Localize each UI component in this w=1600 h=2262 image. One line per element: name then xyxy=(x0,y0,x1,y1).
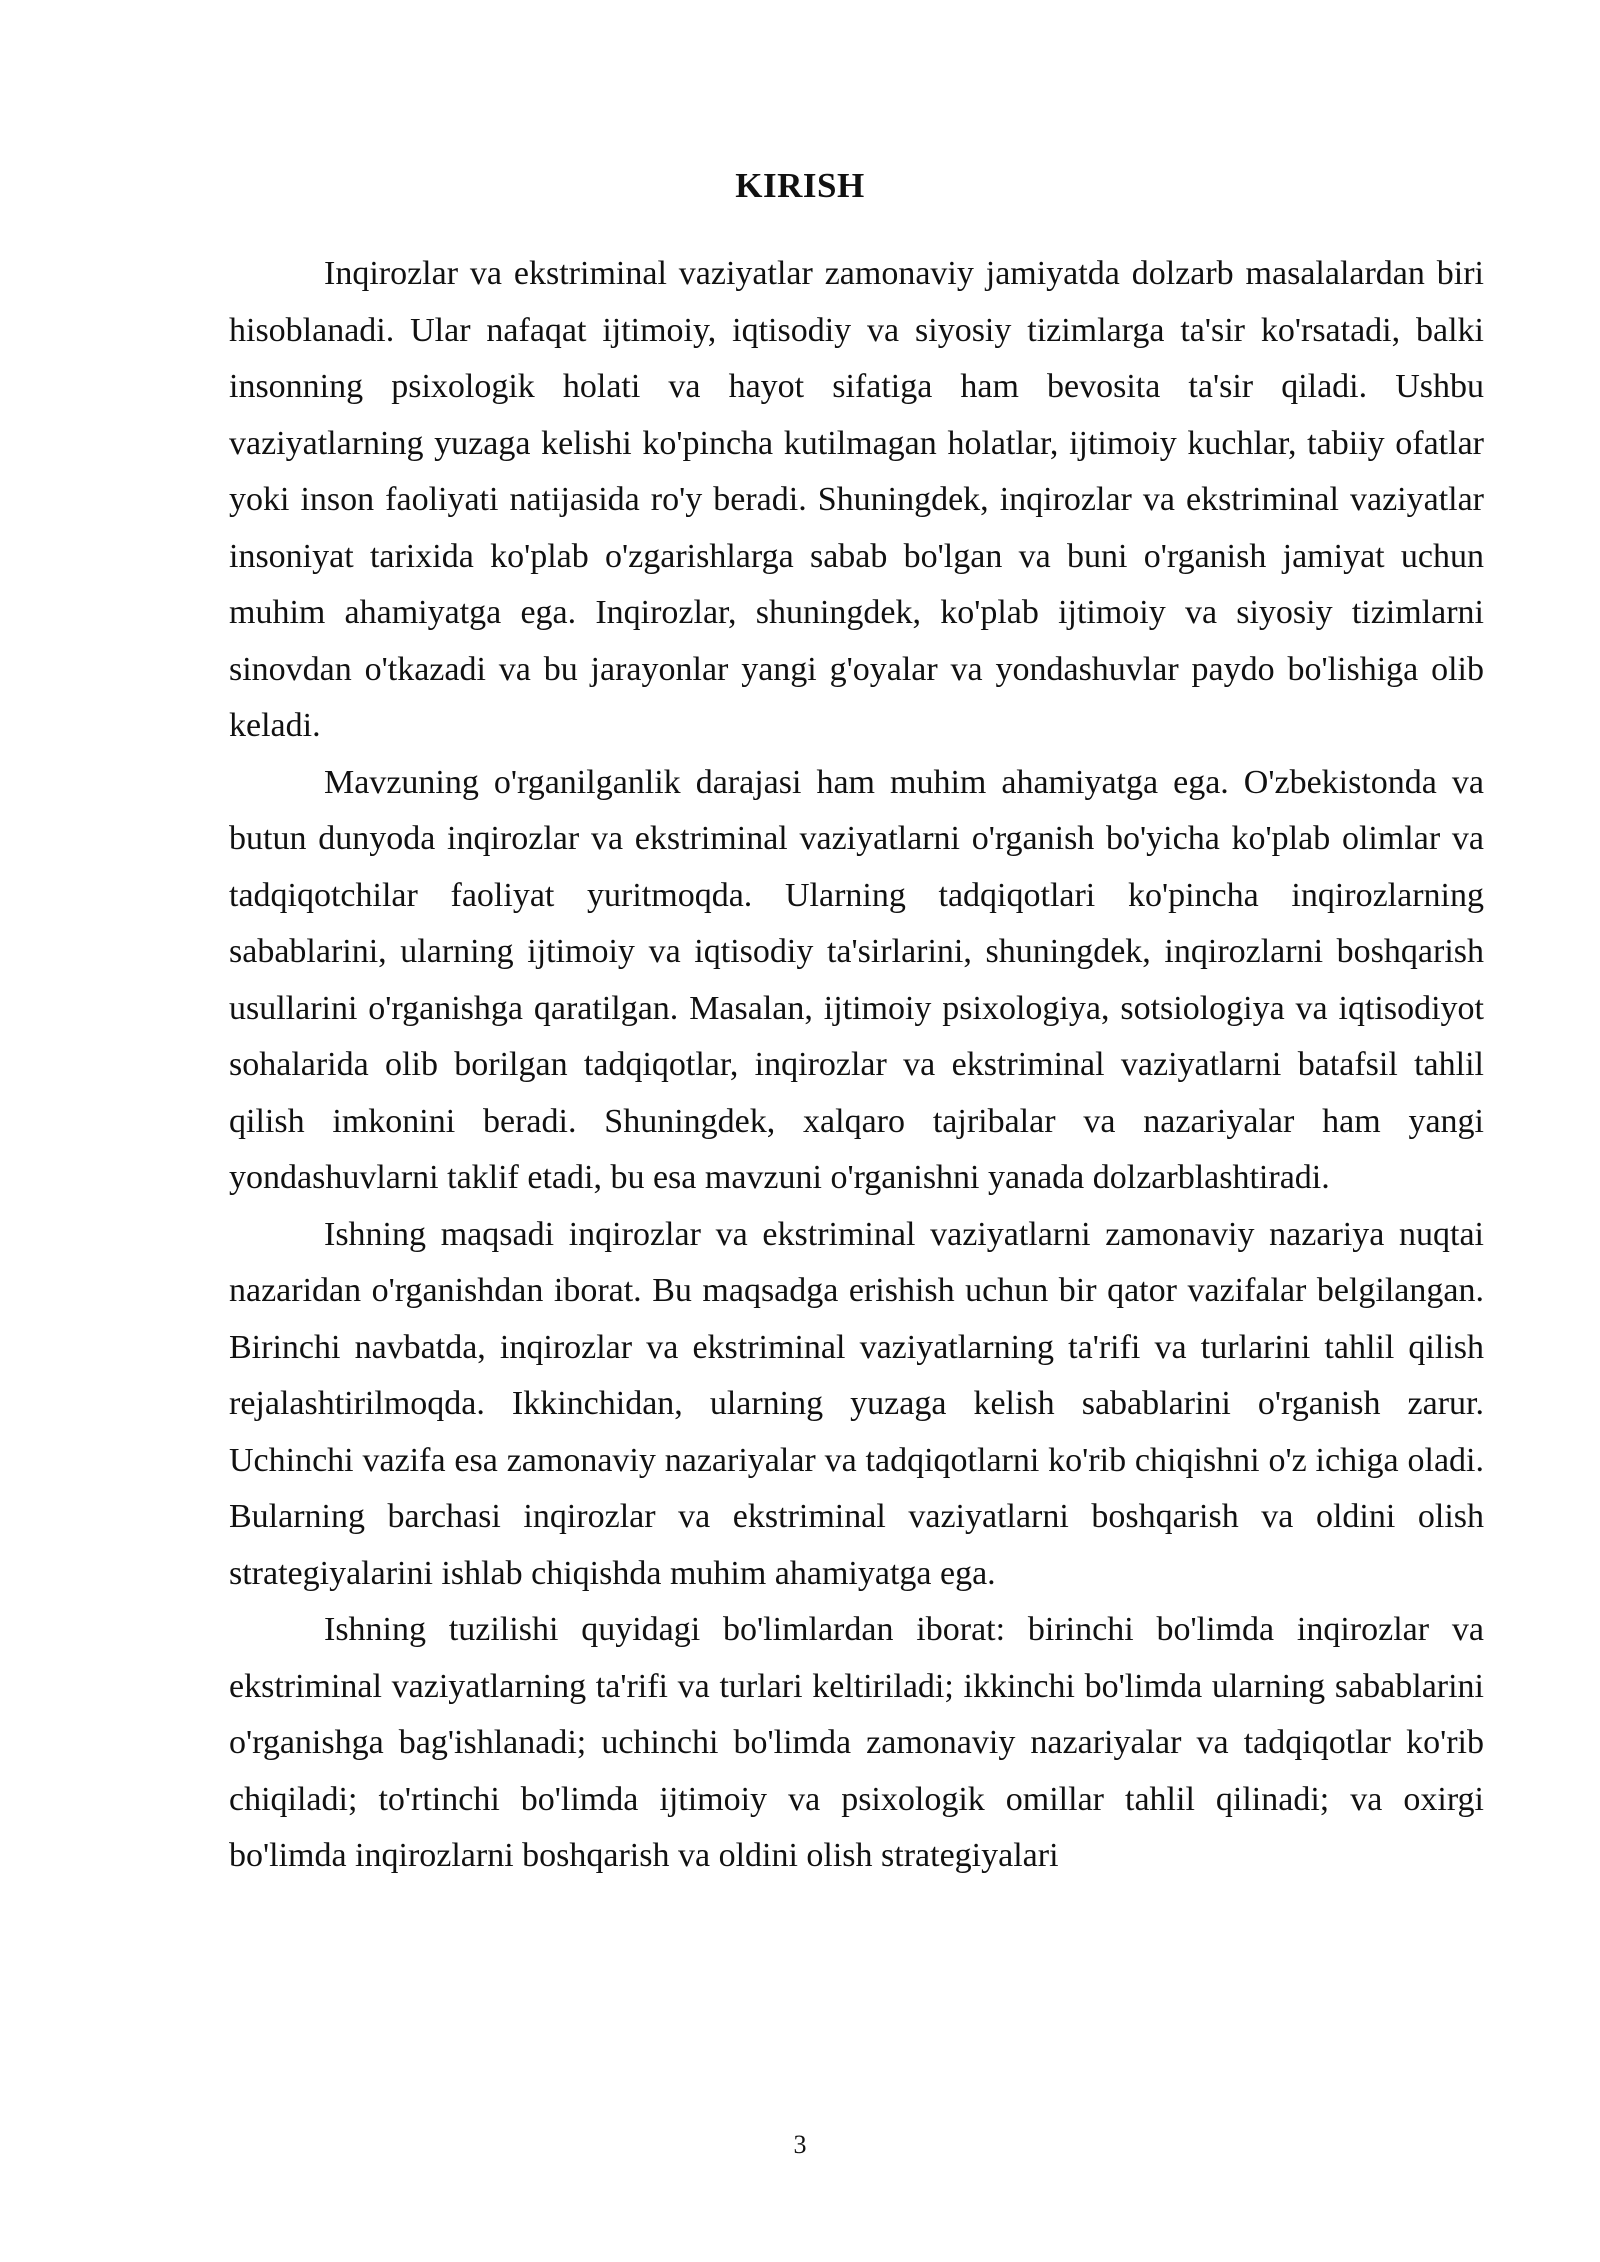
paragraph-introduction: Inqirozlar va ekstriminal vaziyatlar zamonaviy jamiyatda dolzarb masalalardan biri hisoblanadi. Ular nafaqat ijtimoiy, iqtisodiy va siyosiy tizimlarga ta'sir ko'rsatadi, balki insonning psixologik holati va hayot sifatiga ham bevosita ta'sir qiladi. Ushbu vaziyatlarning yuzaga kelishi ko'pincha kutilmagan holatlar, ijtimoiy kuchlar, tabiiy ofatlar yoki inson faoliyati natijasida ro'y beradi. Shuningdek, inqirozlar va ekstriminal vaziyatlar insoniyat tarixida ko'plab o'zgarishlarga sabab bo'lgan va buni o'rganish jamiyat uchun muhim ahamiyatga ega. Inqirozlar, shuningdek, ko'plab ijtimoiy va siyosiy tizimlarni sinovdan o'tkazadi va bu jarayonlar yangi g'oyalar va yondashuvlar paydo bo'lishiga olib keladi. xyxy=(229,255,1484,744)
document-body xyxy=(229,246,1484,1885)
paragraph-structure: Ishning tuzilishi quyidagi bo'limlardan iborat: birinchi bo'limda inqirozlar va ekstriminal vaziyatlarning ta'rifi va turlari keltiriladi; ikkinchi bo'limda ularning sabablarini o'rganishga bag'ishlanadi; uchinchi bo'limda zamonaviy nazariyalar va tadqiqotlar ko'rib chiqiladi; to'rtinchi bo'limda ijtimoiy va psixologik omillar tahlil qilinadi; va oxirgi bo'limda inqirozlarni boshqarish va oldini olish strategiyalari xyxy=(229,1611,1484,1874)
page-title: KIRISH xyxy=(735,166,865,205)
paragraph-goal: Ishning maqsadi inqirozlar va ekstriminal vaziyatlarni zamonaviy nazariya nuqtai nazaridan o'rganishdan iborat. Bu maqsadga erishish uchun bir qator vazifalar belgilangan. Birinchi navbatda, inqirozlar va ekstriminal vaziyatlarning ta'rifi va turlarini tahlil qilish rejalashtirilmoqda. Ikkinchidan, ularning yuzaga kelish sabablarini o'rganish zarur. Uchinchi vazifa esa zamonaviy nazariyalar va tadqiqotlarni ko'rib chiqishni o'z ichiga oladi. Bularning barchasi inqirozlar va ekstriminal vaziyatlarni boshqarish va oldini olish strategiyalarini ishlab chiqishda muhim ahamiyatga ega. xyxy=(229,1215,1484,1592)
paragraph-study-level: Mavzuning o'rganilganlik darajasi ham muhim ahamiyatga ega. O'zbekistonda va butun dunyoda inqirozlar va ekstriminal vaziyatlarni o'rganish bo'yicha ko'plab olimlar va tadqiqotchilar faoliyat yuritmoqda. Ularning tadqiqotlari ko'pincha inqirozlarning sabablarini, ularning ijtimoiy va iqtisodiy ta'sirlarini, shuningdek, inqirozlarni boshqarish usullarini o'rganishga qaratilgan. Masalan, ijtimoiy psixologiya, sotsiologiya va iqtisodiyot sohalarida olib borilgan tadqiqotlar, inqirozlar va ekstriminal vaziyatlarni batafsil tahlil qilish imkonini beradi. Shuningdek, xalqaro tajribalar va nazariyalar ham yangi yondashuvlarni taklif etadi, bu esa mavzuni o'rganishni yanada dolzarblashtiradi. xyxy=(229,763,1484,1196)
page-number: 3 xyxy=(793,2130,807,2159)
